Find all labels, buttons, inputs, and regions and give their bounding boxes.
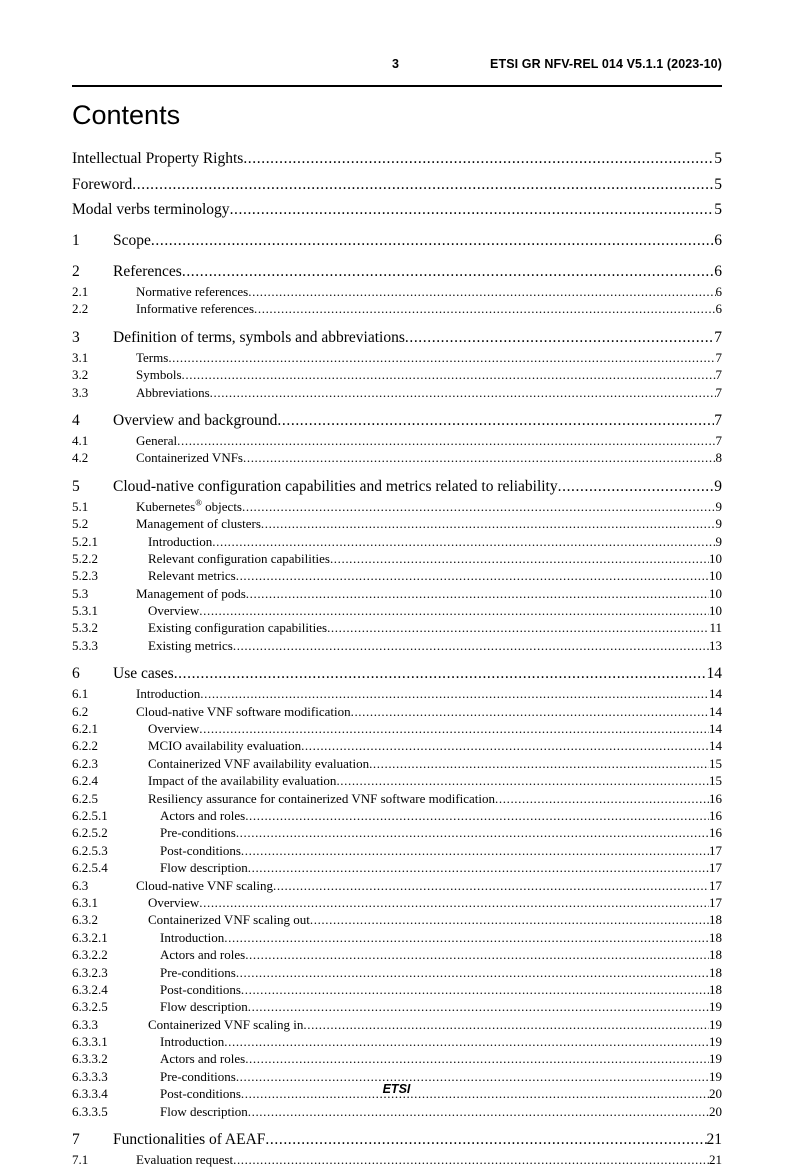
page-title: Contents — [72, 100, 181, 130]
toc-leader-dots — [230, 197, 715, 223]
toc-leader-dots — [245, 946, 709, 963]
toc-entry-page: 14 — [706, 665, 722, 683]
toc-entry[interactable] — [72, 703, 722, 720]
toc-entry-label: Kubernetes® objects — [136, 497, 242, 514]
toc-entry-page: 5 — [714, 201, 722, 218]
toc-entry-page: 18 — [709, 947, 722, 963]
toc-entry-label: Overview and background — [113, 411, 278, 429]
toc-entry[interactable] — [72, 260, 722, 283]
header-document-id: ETSI GR NFV-REL 014 V5.1.1 (2023-10) — [490, 57, 722, 71]
toc-entry-label: Relevant configuration capabilities — [148, 550, 330, 566]
toc-leader-dots — [330, 550, 709, 567]
toc-entry[interactable] — [72, 197, 722, 223]
toc-leader-dots — [327, 619, 709, 636]
toc-entry-number: 3.2 — [72, 367, 89, 383]
toc-entry[interactable] — [72, 432, 722, 449]
toc-leader-dots — [277, 409, 714, 432]
toc-entry[interactable] — [72, 409, 722, 432]
toc-leader-dots — [265, 1128, 706, 1151]
toc-entry[interactable] — [72, 283, 722, 300]
toc-entry-number: 6.3.2.2 — [72, 947, 108, 963]
toc-entry-page: 10 — [709, 585, 722, 601]
toc-entry-number: 5.2 — [72, 516, 89, 532]
toc-entry[interactable] — [72, 567, 722, 584]
toc-entry-label: Intellectual Property Rights — [72, 150, 244, 167]
toc-entry-page: 17 — [709, 842, 722, 858]
toc-entry-label: Flow description — [160, 999, 248, 1015]
toc-entry[interactable] — [72, 172, 722, 198]
toc-entry-number: 5 — [72, 477, 80, 495]
toc-entry[interactable] — [72, 877, 722, 894]
toc-entry-number: 6.3.3.4 — [72, 1086, 108, 1102]
toc-entry-label: Cloud-native VNF software modification — [136, 703, 351, 719]
toc-entry-number: 5.1 — [72, 498, 89, 514]
toc-entry[interactable] — [72, 366, 722, 383]
toc-entry[interactable] — [72, 929, 722, 946]
toc-entry-label: Pre-conditions — [160, 1068, 236, 1084]
toc-entry[interactable] — [72, 1033, 722, 1050]
toc-leader-dots — [242, 498, 716, 515]
toc-entry-page: 7 — [715, 432, 722, 448]
toc-entry-number: 7.1 — [72, 1152, 89, 1168]
toc-entry[interactable] — [72, 662, 722, 685]
toc-leader-dots — [248, 1103, 709, 1120]
toc-leader-dots — [182, 260, 714, 283]
toc-entry-number: 6.2.3 — [72, 755, 98, 771]
toc-entry-label: Pre-conditions — [160, 825, 236, 841]
toc-entry[interactable] — [72, 894, 722, 911]
toc-entry[interactable] — [72, 475, 722, 498]
toc-entry-number: 2.2 — [72, 301, 89, 317]
toc-entry-page: 9 — [714, 477, 722, 495]
toc-leader-dots — [200, 685, 709, 702]
toc-entry-page: 5 — [714, 150, 722, 167]
toc-entry[interactable] — [72, 1151, 722, 1168]
toc-entry[interactable] — [72, 637, 722, 654]
toc-entry-page: 14 — [709, 703, 722, 719]
toc-leader-dots — [236, 824, 709, 841]
toc-entry[interactable] — [72, 602, 722, 619]
toc-entry-label: Overview — [148, 603, 200, 619]
toc-entry[interactable] — [72, 685, 722, 702]
toc-entry-page: 18 — [709, 981, 722, 997]
toc-entry-number: 6.3.2.1 — [72, 929, 108, 945]
toc-entry[interactable] — [72, 515, 722, 532]
toc-leader-dots — [245, 1050, 709, 1067]
toc-leader-dots — [233, 1151, 709, 1168]
toc-entry[interactable] — [72, 550, 722, 567]
toc-entry-label: Flow description — [160, 860, 248, 876]
toc-entry-number: 6.2.1 — [72, 721, 98, 737]
toc-entry-label: Actors and roles — [160, 807, 246, 823]
toc-entry-number: 6.2.5.4 — [72, 860, 108, 876]
toc-entry-page: 19 — [709, 1068, 722, 1084]
toc-entry-number: 4.1 — [72, 432, 89, 448]
toc-entry-label: Symbols — [136, 367, 182, 383]
toc-entry-page: 5 — [714, 175, 722, 193]
toc-entry-number: 6.3.3.1 — [72, 1034, 108, 1050]
toc-entry-number: 6.1 — [72, 686, 89, 702]
toc-entry-page: 9 — [715, 533, 722, 549]
toc-entry-page: 16 — [709, 807, 722, 823]
toc-entry-page: 10 — [709, 550, 722, 566]
toc-leader-dots — [174, 662, 707, 685]
toc-entry-page: 21 — [706, 1131, 722, 1149]
toc-leader-dots — [248, 283, 715, 300]
toc-leader-dots — [182, 366, 716, 383]
toc-leader-dots — [168, 349, 715, 366]
toc-leader-dots — [303, 1016, 709, 1033]
toc-entry-label: Introduction — [148, 533, 213, 549]
toc-leader-dots — [236, 964, 709, 981]
toc-leader-dots — [236, 567, 709, 584]
toc-entry[interactable] — [72, 498, 722, 515]
toc-entry-page: 18 — [709, 964, 722, 980]
toc-entry-page: 19 — [709, 1051, 722, 1067]
toc-entry-label: General — [136, 432, 178, 448]
toc-entry-label: References — [113, 263, 182, 280]
toc-entry-page: 21 — [709, 1152, 722, 1168]
toc-entry-label: Informative references — [136, 301, 255, 317]
toc-entry[interactable] — [72, 449, 722, 466]
toc-entry-number: 7 — [72, 1131, 80, 1149]
toc-entry-page: 15 — [709, 773, 722, 789]
toc-entry[interactable] — [72, 946, 722, 963]
toc-leader-dots — [248, 998, 709, 1015]
toc-entry-label: Overview — [148, 721, 200, 737]
toc-entry-page: 18 — [709, 912, 722, 928]
toc-entry[interactable] — [72, 326, 722, 349]
toc-entry-page: 15 — [709, 755, 722, 771]
toc-entry-label: Introduction — [160, 1034, 225, 1050]
toc-entry-number: 4 — [72, 411, 80, 429]
toc-entry[interactable] — [72, 911, 722, 928]
toc-entry-label: Actors and roles — [160, 947, 246, 963]
toc-leader-dots — [351, 703, 709, 720]
toc-entry-label: Modal verbs terminology — [72, 201, 230, 218]
toc-entry-number: 1 — [72, 232, 80, 249]
toc-entry-label: Management of clusters — [136, 516, 261, 532]
toc-entry-page: 19 — [709, 1016, 722, 1032]
toc-entry[interactable] — [72, 824, 722, 841]
toc-entry-label: Containerized VNFs — [136, 450, 243, 466]
toc-leader-dots — [241, 981, 709, 998]
toc-entry-label: Introduction — [160, 929, 225, 945]
toc-entry-number: 6.2.5.1 — [72, 807, 108, 823]
toc-entry-label: Introduction — [136, 686, 201, 702]
toc-entry-number: 6.3.2.4 — [72, 981, 108, 997]
toc-entry-number: 5.3.3 — [72, 637, 98, 653]
toc-entry-number: 6.2.5 — [72, 790, 98, 806]
toc-entry-label: Containerized VNF scaling in — [148, 1016, 304, 1032]
toc-entry-label: Functionalities of AEAF — [113, 1131, 266, 1149]
toc-entry-number: 6.2.5.2 — [72, 825, 108, 841]
toc-entry-page: 7 — [715, 349, 722, 365]
toc-entry-number: 3.3 — [72, 384, 89, 400]
toc-entry-page: 19 — [709, 1034, 722, 1050]
toc-entry[interactable] — [72, 1103, 722, 1120]
toc-entry-label: Evaluation request — [136, 1152, 234, 1168]
toc-leader-dots — [495, 790, 709, 807]
toc-entry[interactable] — [72, 737, 722, 754]
toc-entry-label: Post-conditions — [160, 1086, 241, 1102]
toc-entry-page: 20 — [709, 1086, 722, 1102]
toc-entry-number: 6.3.2 — [72, 912, 98, 928]
toc-entry[interactable] — [72, 533, 722, 550]
toc-entry-label: Normative references — [136, 284, 249, 299]
toc-entry-number: 6.3 — [72, 877, 89, 893]
toc-leader-dots — [273, 877, 709, 894]
toc-entry-page: 6 — [714, 263, 722, 280]
toc-entry-number: 6.3.2.5 — [72, 999, 108, 1015]
toc-entry-page: 18 — [709, 929, 722, 945]
toc-leader-dots — [224, 929, 709, 946]
registered-trademark-mark: ® — [195, 497, 202, 508]
toc-entry-page: 7 — [714, 328, 722, 346]
toc-entry-number: 6.3.1 — [72, 894, 98, 910]
toc-entry-label: MCIO availability evaluation — [148, 738, 302, 754]
toc-entry[interactable] — [72, 998, 722, 1015]
toc-entry[interactable] — [72, 384, 722, 401]
toc-entry-page: 14 — [709, 721, 722, 737]
toc-entry-page: 10 — [709, 568, 722, 584]
toc-entry-number: 3 — [72, 328, 80, 346]
toc-entry[interactable] — [72, 229, 722, 252]
toc-entry-number: 6.2.5.3 — [72, 842, 108, 858]
toc-entry-label: Actors and roles — [160, 1051, 246, 1067]
toc-entry-number: 6.3.3.5 — [72, 1103, 108, 1119]
toc-entry-page: 7 — [715, 384, 722, 400]
page-footer: ETSI — [382, 1082, 411, 1096]
toc-leader-dots — [199, 602, 709, 619]
toc-leader-dots — [336, 772, 709, 789]
toc-entry-number: 4.2 — [72, 450, 89, 466]
toc-entry-page: 7 — [715, 367, 722, 383]
toc-entry-label: Cloud-native configuration capabilities and metrics related to reliability — [113, 477, 558, 495]
toc-entry-label: Impact of the availability evaluation — [148, 773, 337, 789]
toc-entry-number: 6 — [72, 665, 80, 683]
toc-leader-dots — [254, 300, 715, 317]
toc-entry-number: 5.2.2 — [72, 550, 98, 566]
toc-entry-page: 11 — [709, 620, 722, 636]
toc-entry-number: 5.2.3 — [72, 568, 98, 584]
toc-leader-dots — [243, 146, 714, 172]
toc-entry-label: Overview — [148, 894, 200, 910]
toc-entry-label: Pre-conditions — [160, 964, 236, 980]
toc-entry-page: 19 — [709, 999, 722, 1015]
toc-entry-label: Relevant metrics — [148, 568, 236, 584]
toc-entry-number: 6.3.3.3 — [72, 1068, 108, 1084]
toc-entry-label: Abbreviations — [136, 384, 210, 400]
toc-entry-page: 16 — [709, 790, 722, 806]
toc-leader-dots — [405, 326, 714, 349]
toc-entry[interactable] — [72, 349, 722, 366]
toc-entry-label: Resiliency assurance for containerized VNF software modification — [148, 790, 496, 806]
toc-entry-number: 6.2.2 — [72, 738, 98, 754]
toc-entry[interactable] — [72, 1050, 722, 1067]
toc-entry-page: 6 — [715, 301, 722, 317]
toc-leader-dots — [243, 449, 716, 466]
toc-entry[interactable] — [72, 755, 722, 772]
header-page-number: 3 — [392, 57, 399, 71]
toc-entry-number: 5.3.1 — [72, 603, 98, 619]
toc-entry[interactable] — [72, 790, 722, 807]
toc-entry-number: 2 — [72, 263, 80, 280]
toc-leader-dots — [151, 229, 714, 252]
toc-entry-label: Flow description — [160, 1103, 248, 1119]
toc-leader-dots — [248, 859, 709, 876]
toc-entry-page: 14 — [709, 686, 722, 702]
toc-entry[interactable] — [72, 720, 722, 737]
toc-entry-page: 6 — [714, 232, 722, 249]
toc-leader-dots — [224, 1033, 709, 1050]
toc-leader-dots — [245, 807, 709, 824]
toc-entry-number: 6.3.3.2 — [72, 1051, 108, 1067]
toc-entry-number: 6.3.3 — [72, 1016, 98, 1032]
toc-entry[interactable] — [72, 1128, 722, 1151]
toc-entry-label: Use cases — [113, 665, 174, 683]
toc-leader-dots — [558, 475, 715, 498]
toc-entry[interactable] — [72, 585, 722, 602]
toc-entry-label: Foreword — [72, 175, 133, 193]
toc-entry[interactable] — [72, 300, 722, 317]
toc-entry-number: 6.3.2.3 — [72, 964, 108, 980]
toc-leader-dots — [246, 585, 709, 602]
toc-entry[interactable] — [72, 1016, 722, 1033]
toc-leader-dots — [212, 533, 715, 550]
toc-entry-number: 3.1 — [72, 349, 89, 365]
toc-entry-page: 13 — [709, 637, 722, 653]
toc-entry[interactable] — [72, 964, 722, 981]
toc-entry-label: Existing metrics — [148, 637, 233, 653]
toc-entry-label: Cloud-native VNF scaling — [136, 877, 273, 893]
toc-entry-page: 17 — [709, 877, 722, 893]
toc-entry[interactable] — [72, 981, 722, 998]
toc-entry-label: Management of pods — [136, 585, 246, 601]
toc-entry-page: 10 — [709, 603, 722, 619]
toc-entry-number: 5.2.1 — [72, 533, 98, 549]
toc-entry-number: 6.2 — [72, 703, 89, 719]
toc-entry-page: 6 — [715, 284, 722, 299]
toc-entry-label: Scope — [113, 232, 151, 249]
toc-entry-number: 6.2.4 — [72, 773, 98, 789]
toc-entry-page: 14 — [709, 738, 722, 754]
toc-leader-dots — [199, 720, 709, 737]
toc-leader-dots — [177, 432, 715, 449]
toc-entry-number: 5.3.2 — [72, 620, 98, 636]
toc-entry[interactable] — [72, 146, 722, 172]
toc-entry[interactable] — [72, 859, 722, 876]
toc-leader-dots — [261, 515, 716, 532]
toc-entry-number: 2.1 — [72, 284, 89, 299]
toc-leader-dots — [210, 384, 716, 401]
toc-entry[interactable] — [72, 619, 722, 636]
toc-entry-page: 17 — [709, 894, 722, 910]
toc-entry-page: 8 — [715, 450, 722, 466]
toc-entry[interactable] — [72, 772, 722, 789]
toc-leader-dots — [132, 172, 714, 198]
toc-entry-number: 5.3 — [72, 585, 89, 601]
toc-leader-dots — [301, 737, 709, 754]
toc-leader-dots — [310, 911, 709, 928]
toc-entry-label: Definition of terms, symbols and abbreviations — [113, 328, 405, 346]
toc-entry-label: Containerized VNF scaling out — [148, 912, 310, 928]
toc-leader-dots — [233, 637, 709, 654]
toc-entry-label: Post-conditions — [160, 981, 241, 997]
toc-entry-page: 20 — [709, 1103, 722, 1119]
toc-entry-label: Terms — [136, 349, 169, 365]
header-rule — [72, 85, 722, 87]
page-header — [72, 56, 722, 78]
toc-entry-page: 9 — [715, 516, 722, 532]
toc-entry-page: 7 — [714, 411, 722, 429]
toc-entry-label: Post-conditions — [160, 842, 241, 858]
toc-leader-dots — [241, 842, 709, 859]
toc-entry-label: Containerized VNF availability evaluation — [148, 755, 370, 771]
toc-entry-page: 17 — [709, 860, 722, 876]
toc-entry-label: Existing configuration capabilities — [148, 620, 328, 636]
toc-leader-dots — [199, 894, 709, 911]
toc-entry-page: 16 — [709, 825, 722, 841]
toc-entry[interactable] — [72, 807, 722, 824]
toc-entry[interactable] — [72, 842, 722, 859]
toc-leader-dots — [369, 755, 709, 772]
table-of-contents — [72, 146, 722, 1168]
toc-entry-page: 9 — [715, 498, 722, 514]
